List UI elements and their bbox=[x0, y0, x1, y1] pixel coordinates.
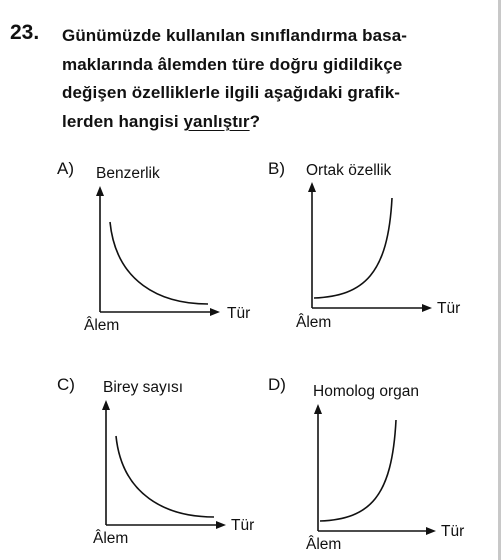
graph-c-curve bbox=[116, 436, 214, 517]
graph-b-y-arrow bbox=[308, 182, 316, 192]
graph-d-x-arrow bbox=[426, 527, 436, 535]
option-c-letter: C) bbox=[57, 375, 75, 394]
graph-a-curve bbox=[110, 222, 208, 304]
graph-d-xend-label: Tür bbox=[441, 523, 465, 540]
question-line-1: Günümüzde kullanılan sınıflandırma basa- bbox=[62, 26, 408, 45]
graph-b-curve bbox=[314, 198, 392, 298]
graph-d-ylabel: Homolog organ bbox=[313, 383, 419, 400]
graph-a-origin-label: Âlem bbox=[84, 317, 120, 334]
question-emphasis: yanlıştır bbox=[183, 112, 250, 131]
graph-d-origin-label: Âlem bbox=[306, 536, 342, 553]
graph-a-ylabel: Benzerlik bbox=[96, 165, 160, 182]
question-number: 23. bbox=[10, 21, 40, 44]
graph-b-origin-label: Âlem bbox=[296, 314, 332, 331]
graph-b-ylabel: Ortak özellik bbox=[306, 162, 392, 179]
graph-d-y-arrow bbox=[314, 404, 322, 414]
graph-c-y-arrow bbox=[102, 400, 110, 410]
graph-a-y-arrow bbox=[96, 186, 104, 196]
question-line-4-prefix: lerden hangisi bbox=[62, 112, 184, 131]
graph-a-xend-label: Tür bbox=[227, 305, 251, 322]
question-line-4-suffix: ? bbox=[249, 112, 261, 131]
graph-c-x-arrow bbox=[216, 521, 226, 529]
graph-d-curve bbox=[320, 420, 396, 521]
question-line-3: değişen özelliklerle ilgili aşağıdaki grafik- bbox=[62, 83, 401, 102]
option-b-letter: B) bbox=[268, 159, 285, 178]
graph-b-x-arrow bbox=[422, 304, 432, 312]
graph-b-xend-label: Tür bbox=[437, 300, 461, 317]
question-line-2: maklarında âlemden türe doğru gidildikçe bbox=[62, 55, 403, 74]
option-a-letter: A) bbox=[57, 159, 74, 178]
graph-c-origin-label: Âlem bbox=[93, 530, 129, 547]
graph-c-ylabel: Birey sayısı bbox=[103, 379, 184, 396]
graph-c-xend-label: Tür bbox=[231, 517, 255, 534]
graph-a-x-arrow bbox=[210, 308, 220, 316]
option-d-letter: D) bbox=[268, 375, 286, 394]
